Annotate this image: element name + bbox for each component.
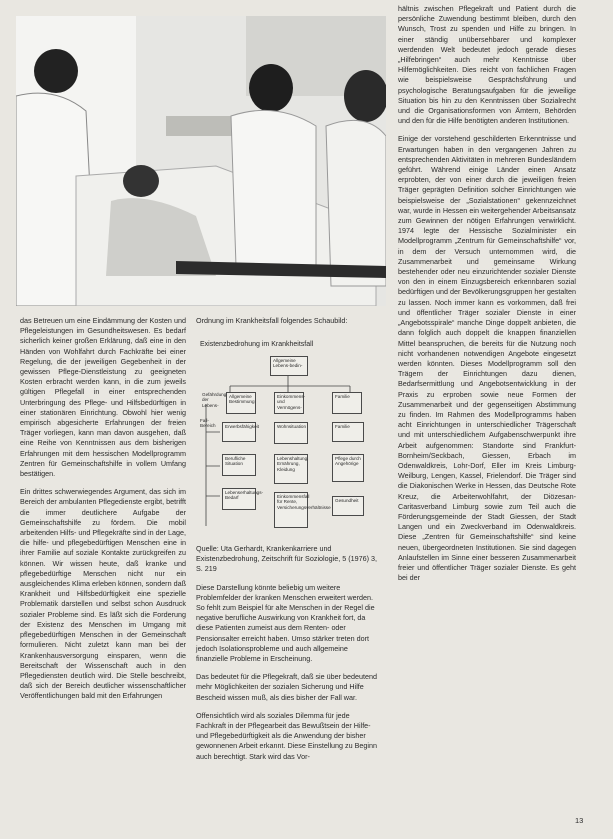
diagram-title: Existenzbedrohung im Krankheitsfall: [200, 341, 314, 348]
paragraph: hältnis zwischen Pflegekraft und Patient durch die persönliche Zuwendung bestimmt bleiben, durch den Wunsch, Trost zu spenden und Hilfe zu bringen. In einer ständig unübersehbarer und komplexer werdenden Welt bedeutet jedoch gerade dieses „Hilfebringen“ auch mehr Kenntnisse über Hilfemöglichkeiten. Dies reicht von fachlichen Fragen wie beispielsweise Gesprächsführung und psychologische Beratungsaufgaben für die jeweilige Situation bis hin zu den Kenntnissen über Sozialrecht und die Organisationsformen von Ämtern, Behörden und den für die Hilfe benötigten anderen Institutionen.: [398, 4, 576, 126]
diagram-node: Allgemeine Bestimmung: [226, 392, 256, 414]
paragraph: Offensichtlich wird als soziales Dilemma für jede Fachkraft in der Pflegearbeit das Bewußtsein der Hilfe- und Pflegebedürftigkeit als die Anwendung der bisher gewonnenen Arbeit erkannt. Diese Einstellung zu Beginn auch berechtigt. Stark wird das Vor-: [196, 710, 378, 761]
text-column-left: [20, 316, 186, 702]
diagram-node: Einkommens- und Vermögens-: [274, 392, 304, 414]
diagram-existenzbedrohung: [200, 356, 375, 536]
diagram-node: Lebenshaltung, Ernährung, Kleidung: [274, 454, 308, 484]
diagram-node: Wohnsituation: [274, 422, 308, 444]
paragraph: das Betreuen um eine Eindämmung der Kosten und Pflegeleistungen im Gesundheitswesen. Es bedarf sicherlich keiner großen Erklärung, daß eine in den Händen von Wohlfahrt durch Fachkräfte bei einer Regelung, die der jeweiligen Gegebenheit in der gewissen Pflege-Dienstleistung zu geeigneten Kosten erbracht werden kann, in die zum jeweils gültigen Pflegefall in einer entsprechenden Unterbringung des Pflege- und Hilfsbedürftigen in einer stationären Einrichtung. Obwohl hier wenig empirisch abgesicherte Erfahrungen der freien Träger vorliegen, kann man davon ausgehen, daß eine Reihe von Kenntnissen aus dem bisherigen Erfahrungen mit dem hessischen Modellprogramm Zentren für Gemeinschaftshilfe in vollem Umfang bestätigen.: [20, 316, 186, 479]
diagram-node: Erwerbsfähigkeit: [222, 422, 256, 442]
diagram-node: Gesundheit: [332, 496, 364, 516]
diagram-row-label: Fall- Bereich: [200, 418, 216, 429]
paragraph: Das bedeutet für die Pflegekraft, daß sie über bedeutend mehr Möglichkeiten der sozialen Sicherung und Hilfe Bescheid wissen muß, als dies bisher der Fall war.: [196, 672, 378, 702]
photo-hospital-scene: [16, 16, 386, 306]
text-column-right: [398, 4, 576, 583]
text-column-middle-lower: [196, 544, 380, 762]
paragraph: Einige der vorstehend geschilderten Erkenntnisse und Erwartungen haben in den vergangenen Jahren zu entsprechenden Aktivitäten in mehreren Bundesländern geführt. Während einige Länder einen Ansatz erprobten, der von einer durch die jeweiligen freien Träger geprägten Definition solcher Einrichtungen wie beispielsweise der „Sozialstationen“ gekennzeichnet war, wurde in Hessen ein weitergehender Arbeitsansatz zum Gewinnen der nötigen Erfahrungen verwirklicht. 1974 legte der Hessische Sozialminister ein Modellprogramm „Zentrum für Gemeinschaftshilfe“ vor, in dem der Versuch unternommen wird, die Zusammenarbeit und gemeinsame Wirkung bestehender oder neu einzurichtender sozialer Dienste von den in einem Einzugsbereich erkennbaren sozial bedürftigen und der Bevölkerungsgruppen her gestalten zu lassen. Noch immer kann es vorkommen, daß frei und öffentlicher Träger sozialer Dienste in einer „Angebotsspirale“ manche Dinge doppelt anbieten, die dann folglich auch doppelt die knappen finanziellen Mittel beanspruchen, die bereits für die Nutzung noch nicht vorhandenen notwendigen Angebote eingesetzt werden könnten. Dieses Modellprogramm soll den Trägern der Einrichtungen dazu dienen, Bedarfsermittlung und Angebotsentwicklung in der Praxis zu erproben sowie neue Formen der Zusammenarbeit und der gegenseitigen Abstimmung zu finden. Im Rahmen des Modellprogramms haben acht Einrichtungen in unterschiedlicher Trägerschaft und mit unterschiedlichem Aufgabenschwerpunkt ihre Arbeit aufgenommen: Standorte sind Frankfurt-Bornheim/Seckbach, Giessen, Erbach im Odenwaldkreis, Lohr-Dorf, Eller im Kreis Limburg-Weilburg, Lengen, Kassel, Frielendorf. Die Träger sind die Diakonischen Werke in Hessen, das Deutsche Rote Kreuz, die Arbeiterwohlfahrt, der Diözesan-Caritasverband Limburg sowie zum Teil auch die Förderungsgemeinde der Stadt Giessen, der Stadt Langen und ein Zweckverband im Odenwaldkreis. Diese „Zentren für Gemeinschaftshilfe“ sind keine neuen, übergeordneten Institutionen. Sie sind dagegen Anlaufstellen im Sinne einer besseren Zusammenarbeit freier und öffentlicher Träger sozialer Dienste. Es geht bei der: [398, 134, 576, 583]
diagram-node: Berufliche Situation: [222, 454, 256, 476]
page-number: 13: [575, 816, 584, 825]
photo-illustration: [16, 16, 386, 306]
diagram-label-left: Gefährdung der Lebens-: [202, 392, 227, 408]
diagram-node: Familie: [332, 422, 364, 442]
paragraph: Ein drittes schwerwiegendes Argument, das sich im Bereich der ambulanten Pflegedienste ergibt, betrifft die immer deutlichere Aufgabe der Gemeinschaftshilfe zu fördern. Die mobil arbeitenden Hilfs- und Pflegekräfte sind in der Lage, die hilfe- und pflegebedürftigen Menschen eine in ihrer Familie auf soziale Kontakte zurückgreifen zu können. Wir wissen heute, daß kranke und pflegebedürftige Menschen nicht nur ein ausgleichendes Klima erleben können, sondern daß Krankheit und Hilfsbedürftigkeit eine spezielle Problematik darstellen und selbst schon Ausdruck sozialer Probleme sind. Es läßt sich die Forderung der Existenz des Menschen im Umgang mit pflegebedürftigen Menschen in der Gemeinschaft formulieren. Nicht zuletzt kann man bei der Krankenhausversorgung einsparen, wenn die Bereitschaft der Wissenschaft auch in den Pflegediensten deutlich wird. Die Stelle beschreibt, daß sich der Bereich deutlicher wissenschaftlicher Veröffentlichungen bald mit den Erfahrungen: [20, 487, 186, 701]
diagram-node: Lebenserhaltungs- Bedarf: [222, 488, 256, 510]
paragraph: Ordnung im Krankheitsfall folgendes Schaubild:: [196, 316, 348, 325]
diagram-node-top: Allgemeine Lebens-bedin-: [270, 356, 308, 376]
diagram-node: Pflege durch Angehörige: [332, 454, 364, 482]
source-citation: Quelle: Uta Gerhardt, Krankenkarriere und Existenzbedrohung, Zeitschrift für Soziologie, 5 (1976) 3, S. 219: [196, 544, 377, 574]
paragraph: Diese Darstellung könnte beliebig um weitere Problemfelder der kranken Menschen erweitert werden. So fehlt zum Beispiel für alte Menschen in der Regel die negative berufliche Auswirkung von Krankheit fort, da diese Patienten zumeist aus dem Renten- oder Pensionsalter erreicht haben. Umso stärker treten dort jedoch Isolationsprobleme und auch allgemeine finanzielle Probleme in Erscheinung.: [196, 582, 375, 664]
diagram-node: Einkommensfall für Rente, Versicherungsverhältnisse: [274, 492, 308, 528]
text-column-middle: [196, 316, 380, 326]
diagram-node: Familie: [332, 392, 362, 414]
